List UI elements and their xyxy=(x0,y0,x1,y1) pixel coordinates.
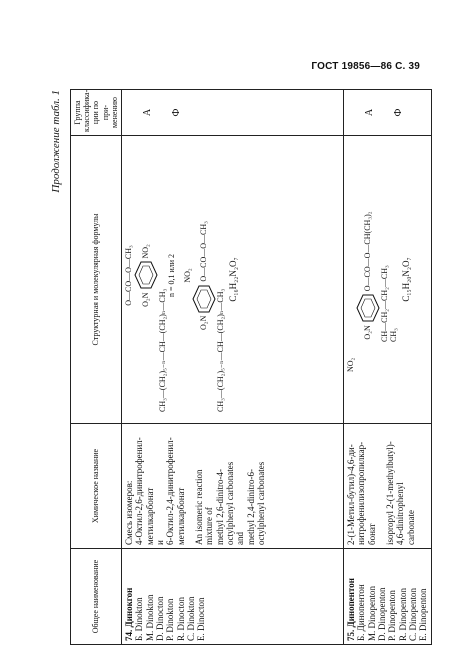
chemical-name-en-line: mixture of xyxy=(204,507,215,545)
chemical-name-en-line: octylphenyl carbonates xyxy=(256,461,267,545)
substance-table xyxy=(70,89,432,645)
name-variant: Б. Динопентон xyxy=(356,584,367,641)
common-name-cell xyxy=(121,549,343,645)
chemical-name-ru-line: 4-Октил-2,6-динитрофенил- xyxy=(134,437,145,545)
chemical-name-ru-line: 6-Октил-2,4-динитрофенил- xyxy=(165,437,176,545)
name-variant: Р. Dinopenton xyxy=(387,590,398,641)
name-variant: D. Dinocton xyxy=(154,596,165,641)
chemical-name-ru-line: Смесь изомеров: xyxy=(123,480,134,545)
table-continuation-label: Продолжение табл. 1 xyxy=(50,90,62,193)
ester-group: O—CO—O—CH₃ xyxy=(123,245,133,306)
nitro-group: O₂N xyxy=(199,315,209,330)
ester-group: O—CO—O—CH(CH₃)₂ xyxy=(362,211,372,292)
nitro-group: O₂N xyxy=(362,325,372,340)
benzene-ring-icon xyxy=(356,293,380,323)
rotated-table-area xyxy=(50,89,429,645)
chemical-name-en-line: methyl 2,6-dinitro-4- xyxy=(214,469,225,545)
methyl-branch: CH₃ xyxy=(389,328,399,342)
chemical-name-en-line: and xyxy=(235,532,246,545)
name-variant: М. Dinokton xyxy=(144,594,155,641)
common-name-title: Динопентон xyxy=(345,578,356,628)
name-variant: С. Dinopenton xyxy=(408,588,418,641)
column-header-common-name: Общее наименование xyxy=(71,549,122,645)
alkyl-chain: CH₃—(CH₂)₅₋ₙ—CH—(CH₂)ₙ—CH₃ xyxy=(157,288,167,412)
table-row xyxy=(121,90,343,645)
name-variant: Б. Dinokton xyxy=(134,597,145,641)
nitro-group: NO₂ xyxy=(345,357,355,372)
alkyl-side-chain: CH—CH₂—CH₂—CH₃ xyxy=(379,265,389,342)
chemical-name-en-line: octylphenyl carbonates xyxy=(225,461,236,545)
name-variant: Р. Dinokton xyxy=(165,598,176,641)
benzene-ring-icon xyxy=(134,261,158,291)
chemical-name-en-line: An isomeric reaction xyxy=(194,469,204,545)
name-variant: D. Dinopenton xyxy=(376,587,387,641)
group-code: А xyxy=(363,108,375,117)
common-name-title: Динокгон xyxy=(123,587,134,628)
name-variant: R. Dinocton xyxy=(175,597,186,641)
column-header-chemical-name: Химическое название xyxy=(71,424,122,549)
index-note: n = 0,1 или 2 xyxy=(167,253,177,298)
page-header: ГОСТ 19856—86 С. 39 xyxy=(311,61,420,72)
group-code: Ф xyxy=(171,108,183,117)
chemical-name-ru-line: метилкарбонат xyxy=(175,487,186,545)
chemical-name-en-line: carbonate xyxy=(405,510,416,545)
ester-group: O—CO—O—CH₃ xyxy=(199,221,209,282)
group-cell xyxy=(121,90,343,136)
group-code: А xyxy=(141,108,153,117)
chemical-name-ru-line: бонат xyxy=(366,523,377,545)
group-cell xyxy=(343,90,431,136)
chemical-name-en-line: isopropyl 2-(1-methylbutyl)- xyxy=(384,441,395,545)
structural-formula xyxy=(346,139,399,420)
column-header-group: Группа классифика-ции по при-менению xyxy=(71,90,122,136)
name-variant: М. Dinopenton xyxy=(366,586,377,641)
chemical-name-ru-line: нитрофенилизопропилкар- xyxy=(356,441,367,545)
chemical-name-ru-line: 2-(1-Метил-бутил)-4,6-ди- xyxy=(345,444,356,545)
benzene-ring-icon xyxy=(192,284,216,314)
structural-formula-isomer-1 xyxy=(124,139,177,420)
group-code: Ф xyxy=(393,108,405,117)
common-name-cell xyxy=(343,549,431,645)
structural-formula-isomer-2 xyxy=(183,139,226,420)
formula-cell xyxy=(343,136,431,424)
chemical-name-ru-line: и xyxy=(154,540,165,545)
nitro-group: O₂N xyxy=(140,292,150,307)
row-number: 74. xyxy=(123,629,134,641)
chemical-name-cell xyxy=(121,424,343,549)
row-number: 75. xyxy=(345,629,356,641)
alkyl-chain: CH₃—(CH₂)₅₋ₙ—CH—(CH₂)ₙ—CH₃ xyxy=(216,288,226,412)
nitro-group: NO₂ xyxy=(182,268,192,283)
name-variant: С. Dinokton xyxy=(186,596,196,641)
nitro-group: NO₂ xyxy=(140,244,150,259)
name-variant: Е. Dinopenton xyxy=(418,588,429,641)
chemical-name-ru-line: метилкарбонат xyxy=(144,487,155,545)
column-header-formula: Структурная и молекулярная формулы xyxy=(71,136,122,424)
table-row xyxy=(343,90,431,645)
chemical-name-en-line: methyl 2,4-dinitro-6- xyxy=(245,469,256,545)
chemical-name-cell xyxy=(343,424,431,549)
chemical-name-en-line: 4,6-dinitrophenyl xyxy=(395,482,406,545)
molecular-formula: C₁₅H₂₀N₂O₇ xyxy=(400,257,411,302)
name-variant: Е. Dinocton xyxy=(196,597,207,641)
molecular-formula: C₁₆H₂₂N₂O₇ xyxy=(227,257,238,302)
formula-cell xyxy=(121,136,343,424)
name-variant: R. Dinopenton xyxy=(397,588,408,641)
